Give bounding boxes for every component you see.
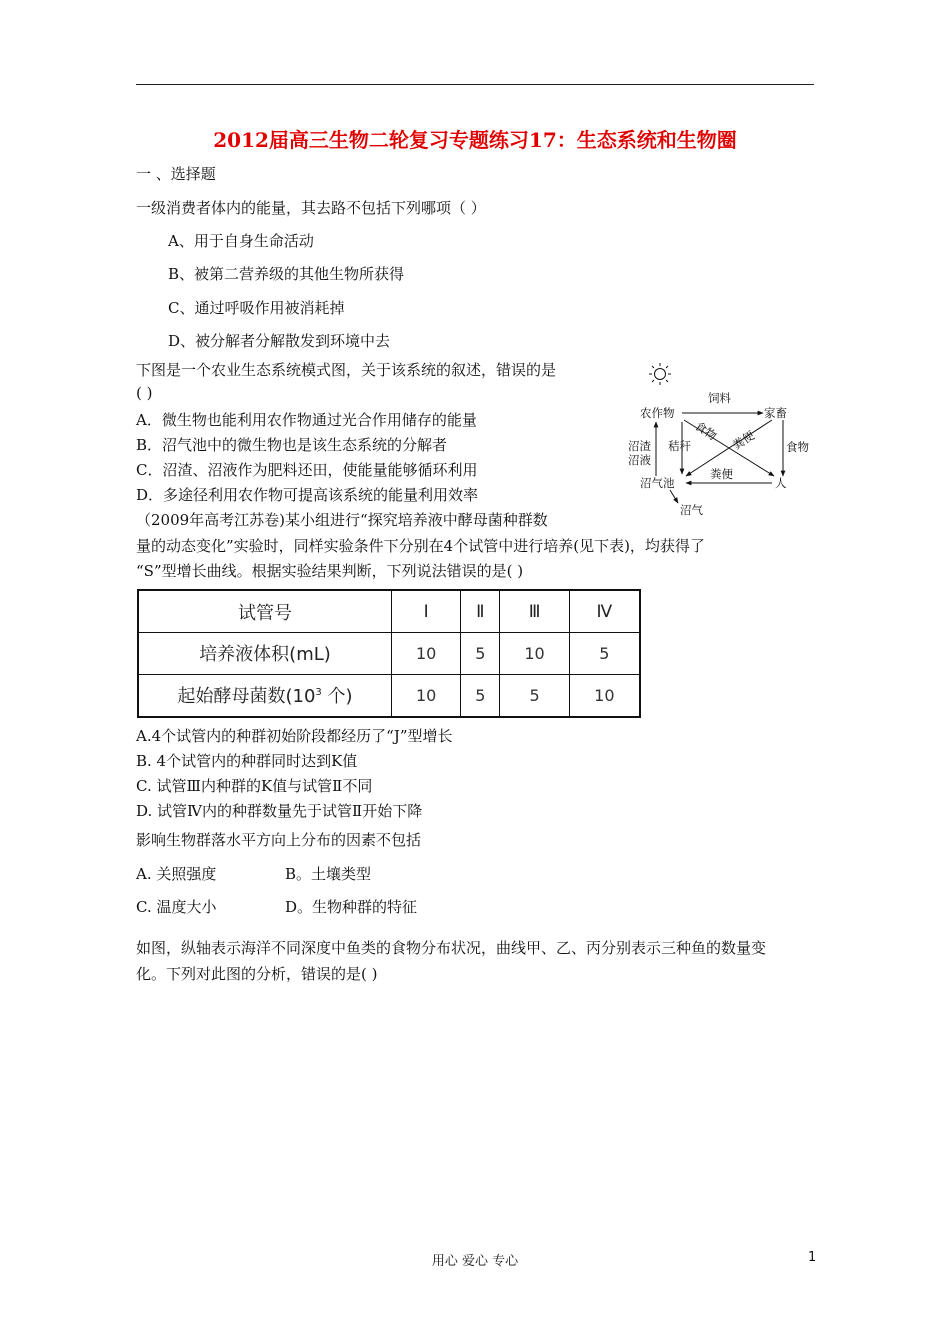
label-residue: 沼渣 xyxy=(628,439,651,453)
document-title: 2012届高三生物二轮复习专题练习17：生态系统和生物圈 xyxy=(213,128,737,152)
table-cell: 5 xyxy=(569,633,640,675)
table-row-label xyxy=(138,674,392,717)
node-biogas-pool: 沼气池 xyxy=(640,476,675,490)
question-5-stem-line2: 化。下列对此图的分析，错误的是( ) xyxy=(136,965,378,983)
label-manure-bottom: 粪便 xyxy=(710,467,733,481)
table-cell: 5 xyxy=(461,633,500,675)
table-cell: 10 xyxy=(392,674,461,717)
label-liquid: 沼液 xyxy=(628,453,651,467)
label-food-diagonal: 食物 xyxy=(692,418,720,444)
question-3-option-c: C. 试管Ⅲ内种群的K值与试管Ⅱ不同 xyxy=(136,777,373,795)
question-1-option-c: C、通过呼吸作用被消耗掉 xyxy=(168,299,345,317)
question-5-stem-line1: 如图，纵轴表示海洋不同深度中鱼类的食物分布状况，曲线甲、乙、丙分别表示三种鱼的数量变 xyxy=(136,939,767,957)
table-cell: 5 xyxy=(500,674,569,717)
label-manure-diagonal: 粪便 xyxy=(730,428,757,453)
table-row xyxy=(138,633,640,675)
node-human: 人 xyxy=(775,476,787,490)
table-cell: 10 xyxy=(500,633,569,675)
question-3-option-d: D. 试管Ⅳ内的种群数量先于试管Ⅱ开始下降 xyxy=(136,802,423,820)
question-4-option-d: D。生物种群的特征 xyxy=(285,898,418,916)
yeast-culture-table xyxy=(137,589,641,718)
question-2-option-a: A．微生物也能利用农作物通过光合作用储存的能量 xyxy=(136,411,477,429)
node-crop: 农作物 xyxy=(640,406,675,420)
table-row xyxy=(138,674,640,717)
label-part: 个) xyxy=(321,686,353,708)
question-2-option-d: D．多途径利用农作物可提高该系统的能量利用效率 xyxy=(136,486,479,504)
sun-icon xyxy=(649,363,671,385)
question-3-option-b: B. 4个试管内的种群同时达到K值 xyxy=(136,752,358,770)
label-food-right: 食物 xyxy=(786,440,809,454)
question-1-option-b: B、被第二营养级的其他生物所获得 xyxy=(168,265,405,283)
question-4-option-b: B。土壤类型 xyxy=(285,865,372,883)
table-header-cell: Ⅲ xyxy=(500,590,569,633)
table-row-label: 培养液体积(mL) xyxy=(138,633,392,675)
question-1-stem: 一级消费者体内的能量，其去路不包括下列哪项（ ） xyxy=(136,199,486,217)
label-straw: 秸秆 xyxy=(668,439,691,453)
table-header-cell: Ⅰ xyxy=(392,590,461,633)
question-2-paren: ( ) xyxy=(136,384,153,402)
question-4-option-a: A. 关照强度 xyxy=(136,865,217,883)
label-biogas: 沼气 xyxy=(680,503,703,517)
page-number: 1 xyxy=(808,1250,817,1265)
edge-biogas xyxy=(670,490,678,503)
table-cell: 5 xyxy=(461,674,500,717)
ecosystem-diagram xyxy=(620,358,820,518)
question-4-stem: 影响生物群落水平方向上分布的因素不包括 xyxy=(136,831,422,849)
table-cell: 10 xyxy=(569,674,640,717)
question-2-option-b: B．沼气池中的微生物也是该生态系统的分解者 xyxy=(136,436,448,454)
question-2-option-c: C．沼渣、沼液作为肥料还田，使能量能够循环利用 xyxy=(136,461,478,479)
header-rule xyxy=(136,84,814,85)
footer-motto: 用心 爱心 专心 xyxy=(431,1254,519,1269)
table-header-row xyxy=(138,590,640,633)
table-header-cell: 试管号 xyxy=(138,590,392,633)
label-part: 起始酵母菌数(10 xyxy=(177,686,316,708)
question-2-stem: 下图是一个农业生态系统模式图，关于该系统的叙述，错误的是 xyxy=(136,361,557,379)
question-3-stem-line3: “S”型增长曲线。根据实验结果判断，下列说法错误的是( ) xyxy=(136,562,524,580)
question-4-option-c: C. 温度大小 xyxy=(136,898,217,916)
question-3-stem-line1: （2009年高考江苏卷)某小组进行“探究培养液中酵母菌种群数 xyxy=(136,511,548,529)
label-feed: 饲料 xyxy=(708,391,731,405)
question-3-stem-line2: 量的动态变化”实验时，同样实验条件下分别在4个试管中进行培养(见下表)，均获得了 xyxy=(136,537,705,555)
section-heading: 一 、选择题 xyxy=(136,165,216,183)
label-superscript: 3 xyxy=(315,687,322,699)
question-3-option-a: A.4个试管内的种群初始阶段都经历了“J”型增长 xyxy=(136,727,453,745)
table-header-cell: Ⅱ xyxy=(461,590,500,633)
table-header-cell: Ⅳ xyxy=(569,590,640,633)
node-livestock: 家畜 xyxy=(764,406,787,420)
question-1-option-a: A、用于自身生命活动 xyxy=(168,232,314,250)
question-1-option-d: D、被分解者分解散发到环境中去 xyxy=(168,332,391,350)
table-cell: 10 xyxy=(392,633,461,675)
